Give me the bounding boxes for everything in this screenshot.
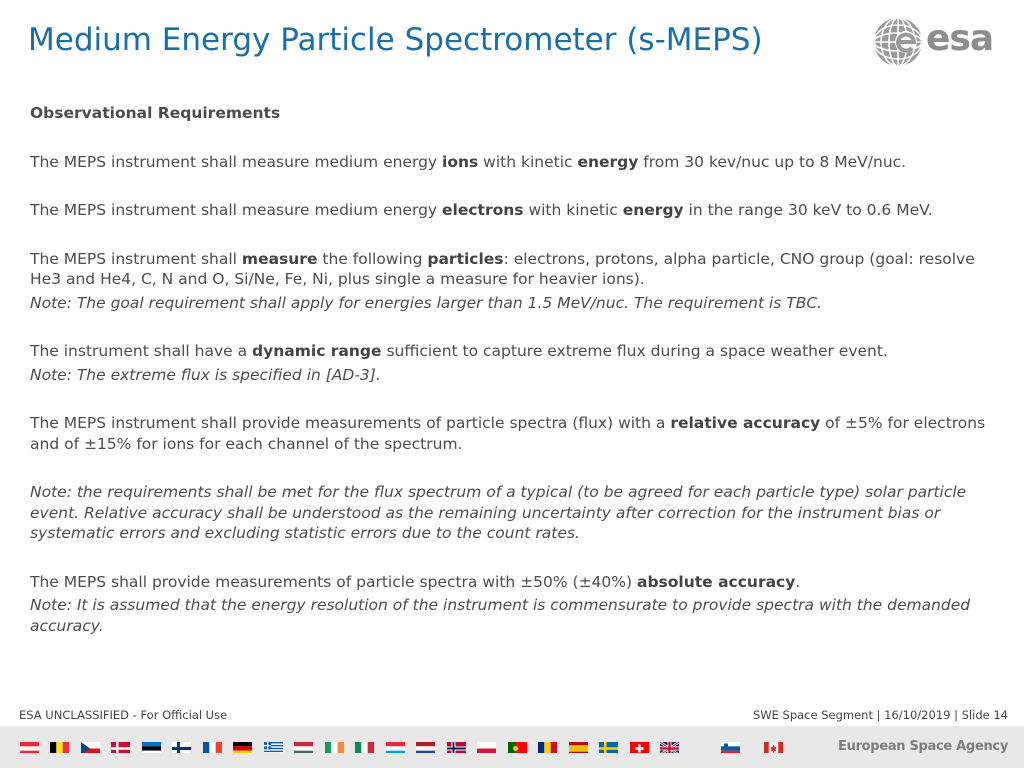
flag-sweden-icon bbox=[599, 740, 618, 753]
agency-wordmark: European Space Agency bbox=[838, 739, 1008, 754]
flag-romania-icon bbox=[538, 740, 557, 753]
note-energy-resolution: Note: It is assumed that the energy resolution of the instrument is commensurate to provide spectra with the demanded accuracy. bbox=[30, 596, 971, 635]
requirement-electrons: The MEPS instrument shall measure medium energy electrons with kinetic energy in the range 30 keV to 0.6 MeV. bbox=[30, 201, 933, 219]
requirement-relative-accuracy: The MEPS instrument shall provide measurements of particle spectra (flux) with a relative accuracy of ±5% for electrons and of ±15% for ions for each channel of the spectrum. bbox=[30, 414, 986, 453]
flag-portugal-icon bbox=[508, 740, 527, 753]
flag-belgium-icon bbox=[50, 740, 69, 753]
requirements-content bbox=[30, 103, 995, 664]
requirement-ions: The MEPS instrument shall measure medium energy ions with kinetic energy from 30 kev/nuc up to 8 MeV/nuc. bbox=[30, 152, 907, 171]
flag-norway-icon bbox=[447, 740, 466, 753]
flag-germany-icon bbox=[233, 740, 252, 753]
page-title: Medium Energy Particle Spectrometer (s-MEPS) bbox=[28, 22, 763, 58]
flag-italy-icon bbox=[355, 740, 374, 753]
note-dynamic-range: Note: The extreme flux is specified in [AD-3]. bbox=[30, 365, 381, 384]
esa-wordmark: esa bbox=[926, 18, 994, 59]
esa-globe-icon bbox=[872, 16, 924, 68]
flag-canada-icon bbox=[764, 740, 783, 753]
flag-czech-republic-icon bbox=[81, 740, 100, 753]
member-flags-bar bbox=[0, 726, 1024, 768]
flag-luxembourg-icon bbox=[386, 740, 405, 753]
flag-france-icon bbox=[203, 740, 222, 753]
requirement-dynamic-range: The instrument shall have a dynamic range sufficient to capture extreme flux during a space weather event. Note: The extreme flux is specified in [AD-3]. bbox=[30, 341, 995, 385]
note-flux-spectrum: Note: the requirements shall be met for the flux spectrum of a typical (to be agreed for each particle type) solar particle event. Relative accuracy shall be understood as the remaining uncertainty after correction for the instrument bias or systematic errors and excluding statistic errors due to the count rates. bbox=[30, 483, 967, 542]
section-heading: Observational Requirements bbox=[30, 104, 281, 122]
flag-united-kingdom-icon bbox=[660, 740, 679, 753]
flag-austria-icon bbox=[20, 740, 39, 753]
esa-logo bbox=[872, 16, 1012, 68]
flag-denmark-icon bbox=[111, 740, 130, 753]
slide-info: SWE Space Segment | 16/10/2019 | Slide 14 bbox=[752, 708, 1008, 722]
requirement-absolute-accuracy: The MEPS shall provide measurements of particle spectra with ±50% (±40%) absolute accuracy. Note: It is assumed that the energy resolution of the instrument is commensurate to provide spectra with the demanded accuracy. bbox=[30, 572, 995, 637]
flag-finland-icon bbox=[172, 740, 191, 753]
flag-netherlands-icon bbox=[416, 740, 435, 753]
flag-switzerland-icon bbox=[630, 740, 649, 753]
flag-ireland-icon bbox=[325, 740, 344, 753]
note-particles: Note: The goal requirement shall apply for energies larger than 1.5 MeV/nuc. The requirement is TBC. bbox=[30, 293, 823, 312]
flag-spain-icon bbox=[569, 740, 588, 753]
flag-estonia-icon bbox=[142, 740, 161, 753]
flag-slovenia-icon bbox=[721, 740, 740, 753]
flag-hungary-icon bbox=[294, 740, 313, 753]
classification-label: ESA UNCLASSIFIED - For Official Use bbox=[19, 708, 228, 722]
requirement-particles: The MEPS instrument shall measure the following particles: electrons, protons, alpha particle, CNO group (goal: resolve He3 and He4, C, N and O, Si/Ne, Fe, Ni, plus single a measure for heavier ions). Note: The goal requirement shall apply for energies larger than 1.5 MeV/nuc. The requirement is TBC. bbox=[30, 249, 995, 314]
flag-poland-icon bbox=[477, 740, 496, 753]
flag-greece-icon bbox=[264, 740, 283, 753]
